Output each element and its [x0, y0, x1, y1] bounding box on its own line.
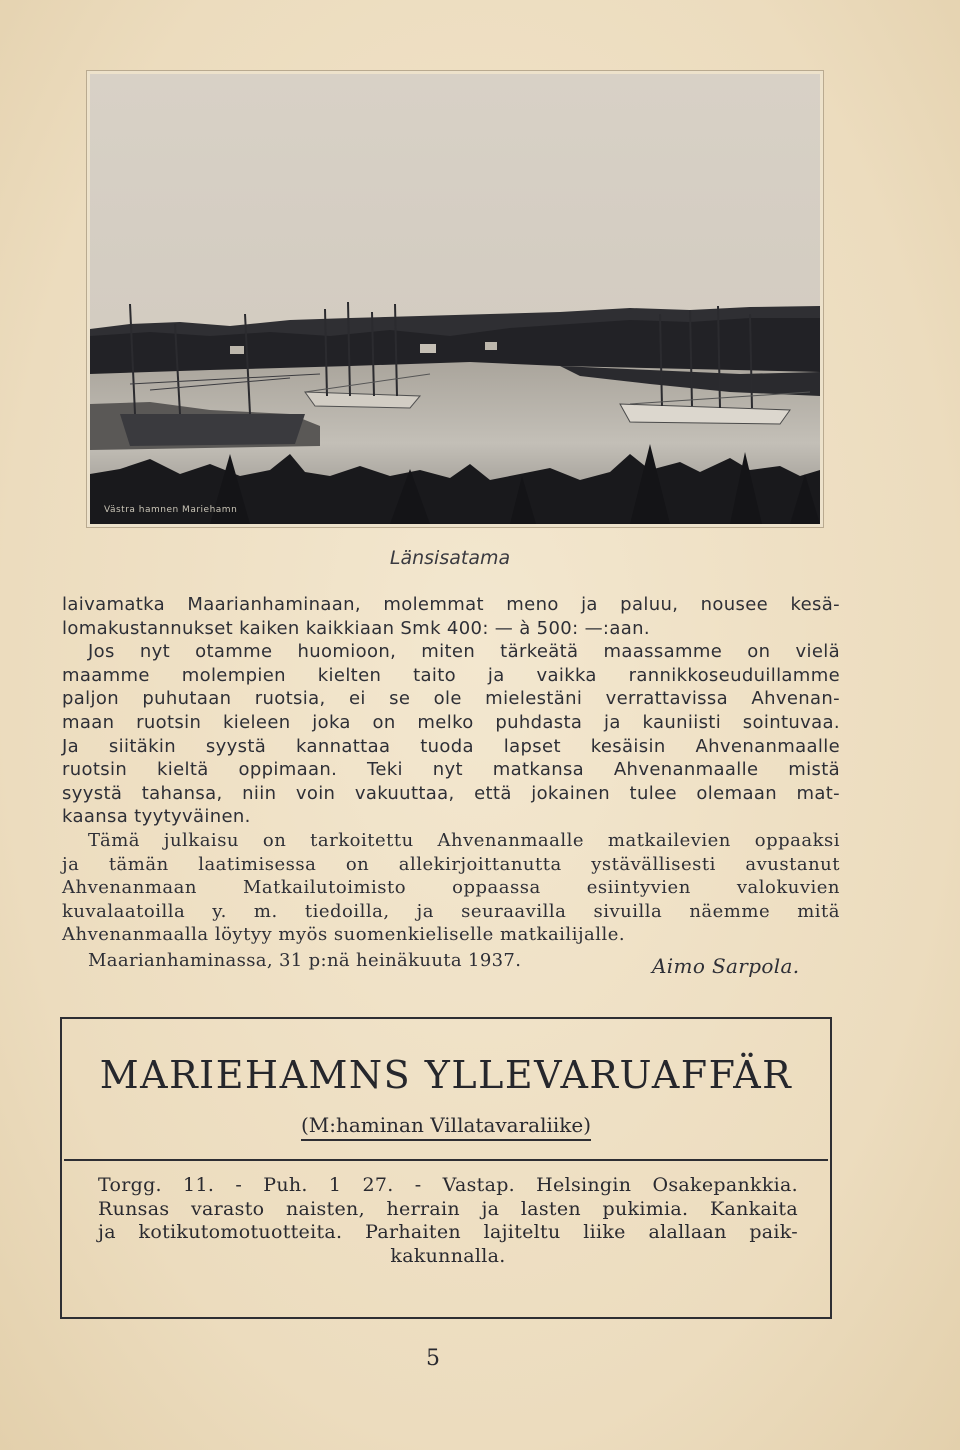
text-line: ja tämän laatimisessa on allekirjoittanutta ystävällisesti avustanut — [62, 853, 840, 875]
text-line: Ahvenanmaalla löytyy myös suomenkieliselle matkailijalle. — [62, 924, 626, 946]
ad-title: MARIEHAMNS YLLEVARUAFFÄR — [99, 1053, 793, 1097]
place-date: Maarianhaminassa, 31 p:nä heinäkuuta 1937. — [88, 949, 522, 971]
text-line: syystä tahansa, niin voin vakuuttaa, että jokainen tulee olemaan mat- — [62, 782, 840, 804]
ad-body — [98, 1170, 798, 1267]
text-line: kaansa tyytyväinen. — [62, 806, 251, 828]
text-line: maamme molempien kielten taito ja vaikka rannikkoseuduillamme — [62, 664, 840, 686]
ad-line: Torgg. 11. - Puh. 1 27. - Vastap. Helsingin Osakepankkia. — [98, 1174, 798, 1196]
text-line: ruotsin kieltä oppimaan. Teki nyt matkansa Ahvenanmaalle mistä — [62, 759, 840, 781]
harbor-photo — [90, 74, 820, 524]
text-line: Ja siitäkin syystä kannattaa tuoda lapset kesäisin Ahvenanmaalle — [62, 735, 840, 757]
text-line: lomakustannukset kaiken kaikkiaan Smk 400: — à 500: —:aan. — [62, 617, 650, 639]
ad-line: ja kotikutomotuotteita. Parhaiten lajiteltu liike alallaan paik- — [98, 1221, 798, 1244]
photo-credit: Västra hamnen Mariehamn — [104, 505, 238, 515]
signature-line — [62, 947, 840, 977]
photo-caption: Länsisatama — [389, 547, 511, 569]
text-line: Tämä julkaisu on tarkoitettu Ahvenanmaalle matkailevien oppaaksi — [88, 829, 840, 851]
text-line: paljon puhutaan ruotsia, ei se ole mielestäni verrattavissa Ahvenan- — [62, 688, 840, 710]
advertisement-box — [60, 1017, 832, 1319]
text-line: laivamatka Maarianhaminaan, molemmat meno ja paluu, nousee kesä- — [62, 594, 840, 615]
text-line: Ahvenanmaan Matkailutoimisto oppaassa esiintyvien valokuvien — [62, 877, 840, 899]
text-line: Jos nyt otamme huomioon, miten tärkeätä maassamme on vielä — [88, 641, 840, 663]
harbor-photo-image — [90, 74, 820, 524]
page-number: 5 — [426, 1346, 440, 1371]
serif-paragraph — [62, 829, 840, 947]
ad-divider — [64, 1159, 828, 1161]
body-text — [62, 593, 840, 977]
author-signature: Aimo Sarpola. — [652, 953, 800, 978]
text-line: maan ruotsin kieleen joka on melko puhdasta ja kauniisti sointuvaa. — [62, 711, 840, 733]
ad-line: kakunnalla. — [390, 1244, 506, 1267]
ad-line: Runsas varasto naisten, herrain ja lasten pukimia. Kankaita — [98, 1197, 798, 1220]
text-line: kuvalaatoilla y. m. tiedoilla, ja seuraavilla sivuilla näemme mitä — [62, 900, 840, 922]
ad-subtitle: (M:haminan Villatavaraliike) — [301, 1113, 591, 1141]
